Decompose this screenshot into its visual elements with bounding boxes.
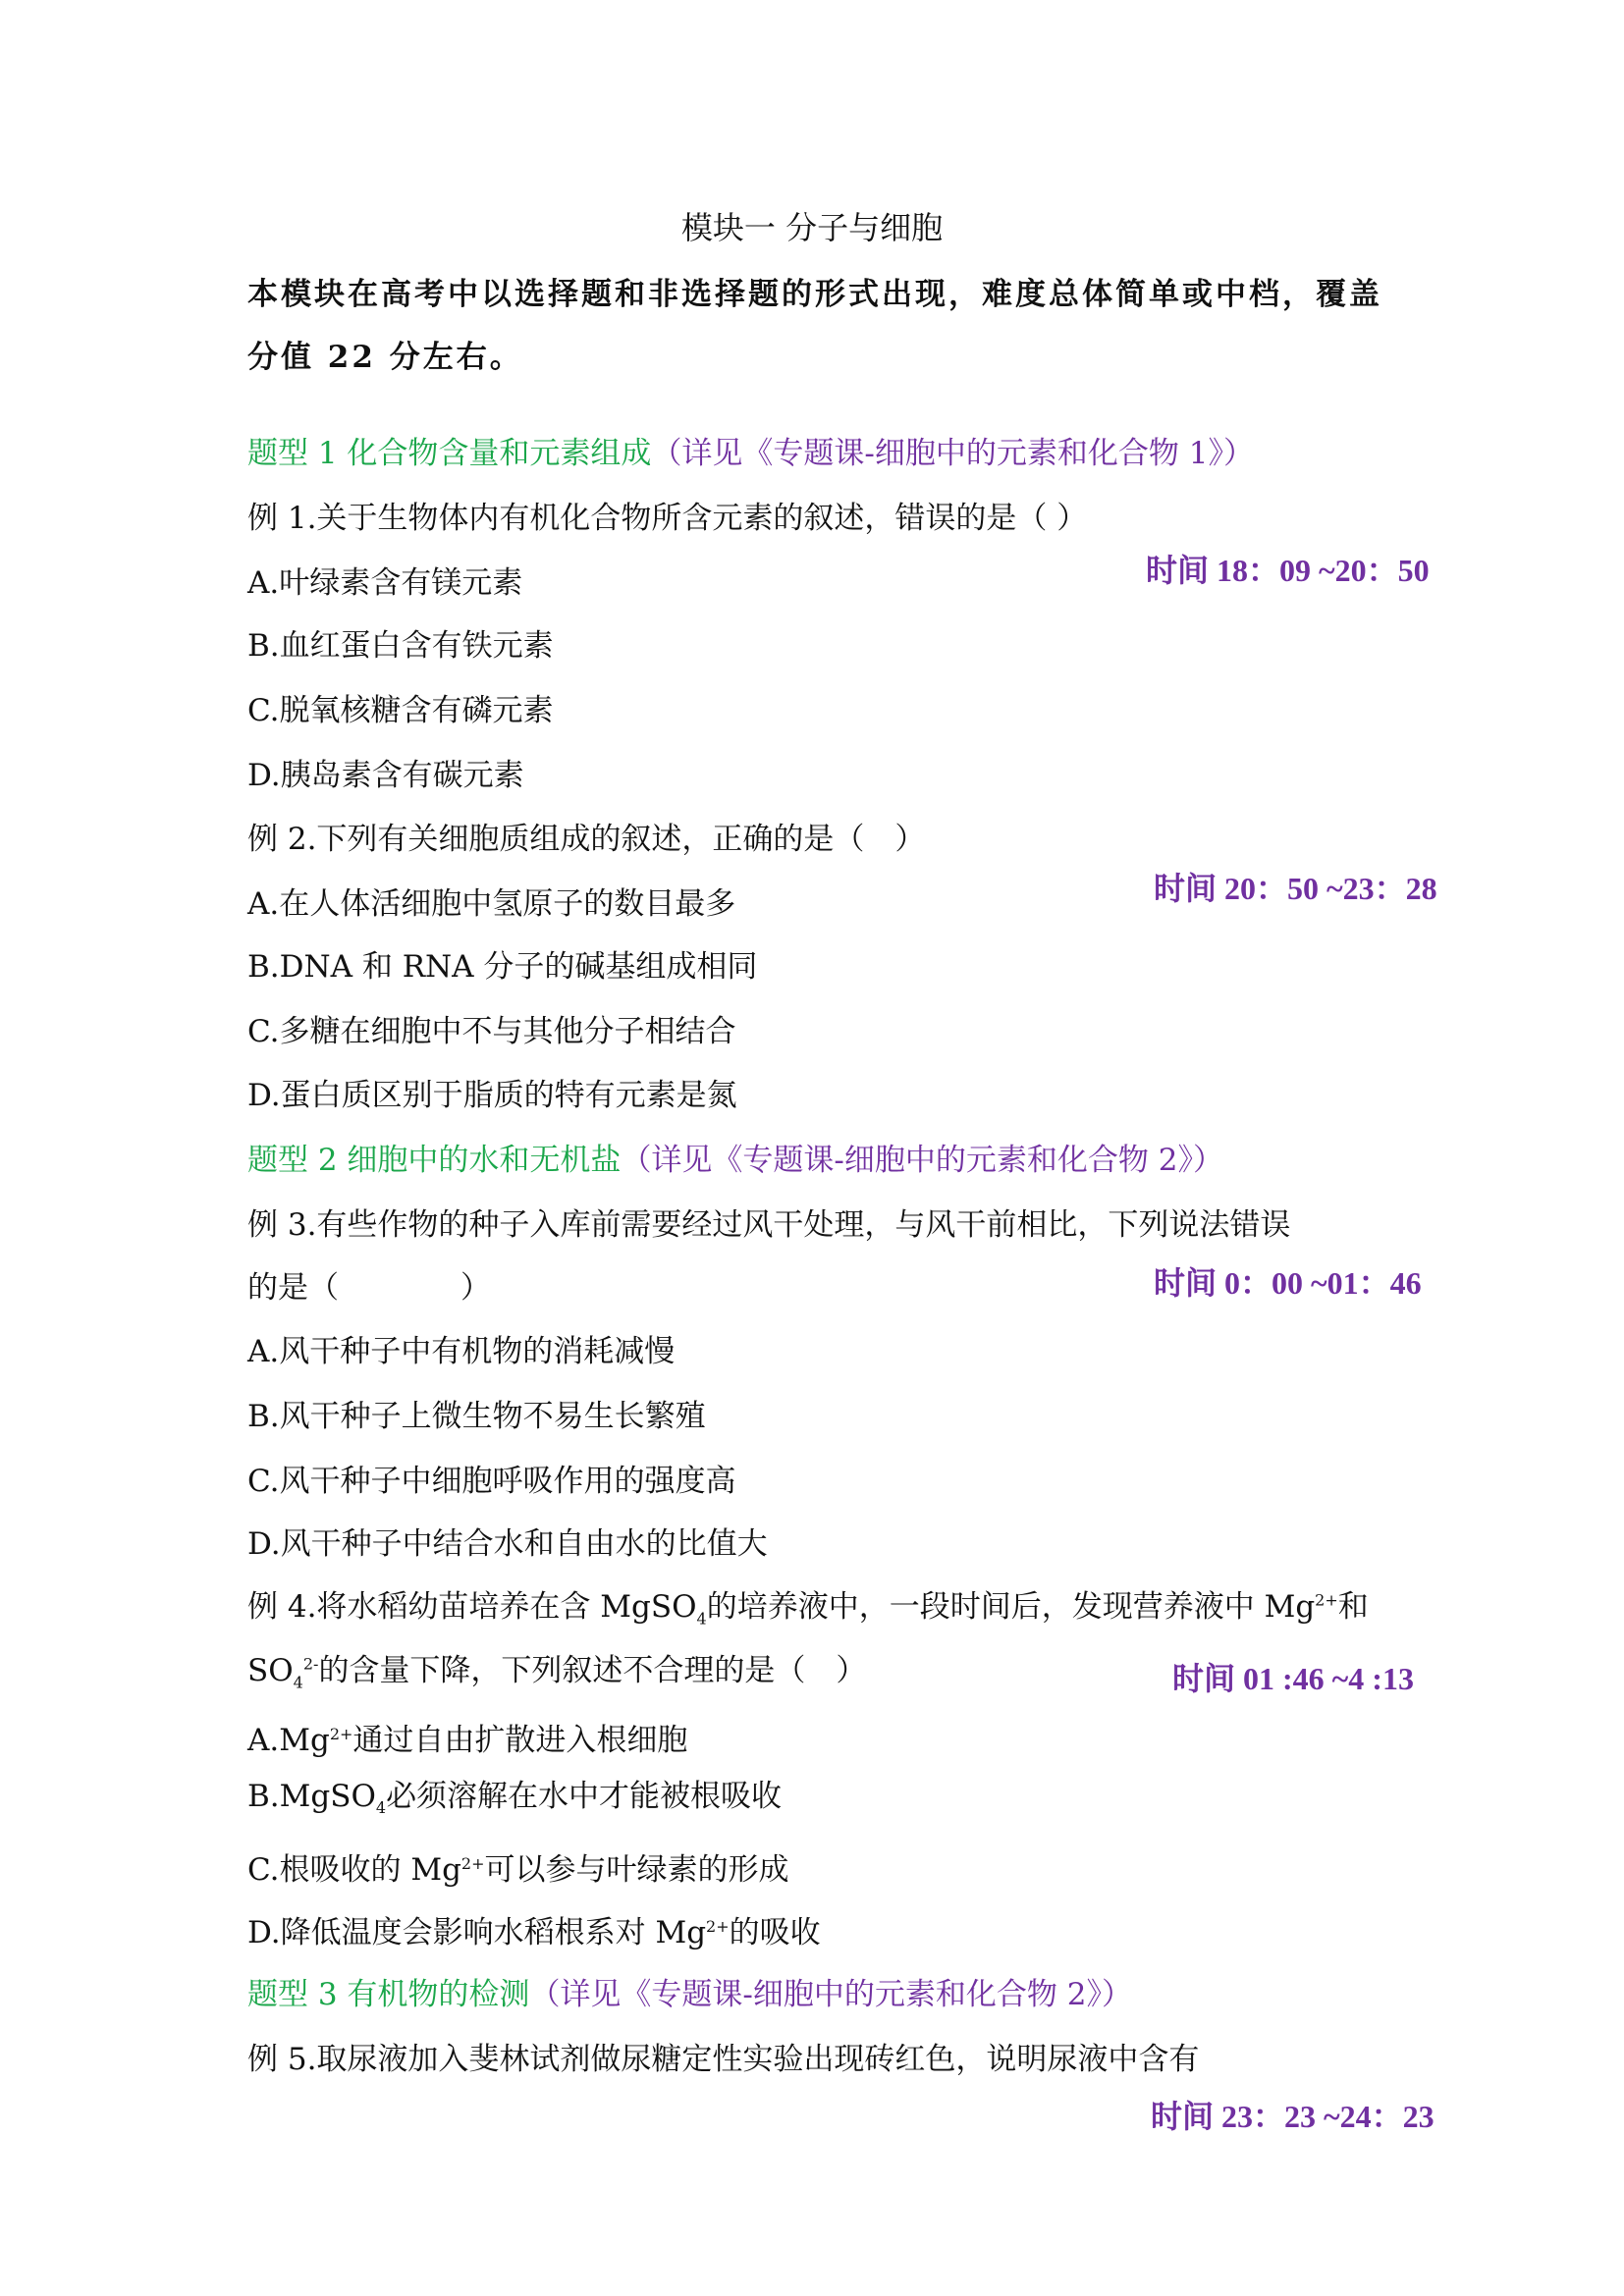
intro-line-1: 本模块在高考中以选择题和非选择题的形式出现，难度总体简单或中档，覆盖 — [247, 277, 1382, 312]
intro-line-2: 分值 22 分左右。 — [247, 340, 523, 375]
example-2-option-d: D.蛋白质区别于脂质的特有元素是氮 — [247, 1078, 737, 1113]
text: SO — [247, 1653, 294, 1689]
text: 必须溶解在水中才能被根吸收 — [386, 1778, 783, 1814]
text: 的吸收 — [729, 1915, 821, 1951]
example-1-option-c: C.脱氧核糖含有磷元素 — [247, 693, 554, 728]
example-3-question-line-2: 的是（ ） — [247, 1270, 491, 1306]
text: B.MgSO — [247, 1778, 376, 1814]
heading-reference: （详见《专题课-细胞中的元素和化合物 2》） — [529, 1977, 1132, 2012]
example-4-option-a — [247, 1715, 687, 1760]
example-4-question-line-1 — [247, 1581, 1369, 1639]
superscript: 2+ — [706, 1916, 730, 1936]
page-title: 模块一 分子与细胞 — [680, 209, 944, 246]
heading-text: 题型 2 细胞中的水和无机盐 — [247, 1143, 622, 1178]
example-3-option-b: B.风干种子上微生物不易生长繁殖 — [247, 1399, 706, 1434]
heading-reference: （详见《专题课-细胞中的元素和化合物 1》） — [651, 436, 1254, 471]
subscript: 4 — [696, 1609, 707, 1629]
section-heading-2 — [247, 1141, 1223, 1180]
text: 通过自由扩散进入根细胞 — [352, 1723, 688, 1759]
text: A.Mg — [247, 1723, 330, 1759]
example-3-option-a: A.风干种子中有机物的消耗减慢 — [247, 1334, 676, 1369]
example-4-time: 时间 01 :46 ~4 :13 — [1172, 1661, 1414, 1696]
example-4-option-b — [247, 1777, 782, 1828]
superscript: 2+ — [460, 1853, 485, 1873]
example-1-option-a: A.叶绿素含有镁元素 — [247, 565, 523, 601]
example-3-time: 时间 0：00 ~01：46 — [1154, 1265, 1422, 1301]
text: 例 4.将水稻幼苗培养在含 MgSO — [247, 1589, 697, 1626]
example-3-option-d: D.风干种子中结合水和自由水的比值大 — [247, 1526, 768, 1562]
example-4-option-c — [247, 1844, 789, 1890]
example-2-question: 例 2.下列有关细胞质组成的叙述，正确的是（ ） — [247, 822, 926, 857]
example-1-time: 时间 18：09 ~20：50 — [1146, 553, 1430, 588]
example-3-option-c: C.风干种子中细胞呼吸作用的强度高 — [247, 1464, 736, 1499]
subscript: 4 — [293, 1673, 303, 1692]
example-2-option-a: A.在人体活细胞中氢原子的数目最多 — [247, 886, 736, 922]
example-2-time: 时间 20：50 ~23：28 — [1154, 871, 1437, 906]
heading-reference: （详见《专题课-细胞中的元素和化合物 2》） — [621, 1143, 1223, 1178]
example-1-option-b: B.血红蛋白含有铁元素 — [247, 628, 554, 664]
example-1-option-d: D.胰岛素含有碳元素 — [247, 758, 524, 793]
example-5-time: 时间 23：23 ~24：23 — [1151, 2099, 1435, 2134]
text: C.根吸收的 Mg — [247, 1852, 461, 1889]
text: 的含量下降，下列叙述不合理的是（ ） — [318, 1653, 867, 1689]
superscript: 2- — [302, 1654, 319, 1674]
subscript: 4 — [375, 1798, 387, 1818]
example-2-option-b: B.DNA 和 RNA 分子的碱基组成相同 — [247, 949, 758, 985]
example-5-question: 例 5.取尿液加入斐林试剂做尿糖定性实验出现砖红色，说明尿液中含有 — [247, 2042, 1200, 2077]
text: 可以参与叶绿素的形成 — [484, 1852, 789, 1889]
example-3-question-line-1: 例 3.有些作物的种子入库前需要经过风干处理，与风干前相比，下列说法错误 — [247, 1207, 1291, 1243]
heading-text: 题型 3 有机物的检测 — [247, 1977, 530, 2012]
superscript: 2+ — [1315, 1590, 1338, 1610]
example-4-question-line-2 — [247, 1645, 866, 1703]
example-1-question: 例 1.关于生物体内有机化合物所含元素的叙述，错误的是（ ） — [247, 501, 1088, 536]
example-4-option-d — [247, 1907, 821, 1952]
superscript: 2+ — [329, 1724, 353, 1743]
text: 和 — [1337, 1589, 1369, 1626]
text: 的培养液中，一段时间后，发现营养液中 Mg — [706, 1589, 1316, 1626]
section-heading-3 — [247, 1975, 1132, 2014]
example-2-option-c: C.多糖在细胞中不与其他分子相结合 — [247, 1014, 736, 1049]
text: D.降低温度会影响水稻根系对 Mg — [247, 1915, 707, 1951]
heading-text: 题型 1 化合物含量和元素组成 — [247, 436, 652, 471]
section-heading-1 — [247, 434, 1254, 473]
